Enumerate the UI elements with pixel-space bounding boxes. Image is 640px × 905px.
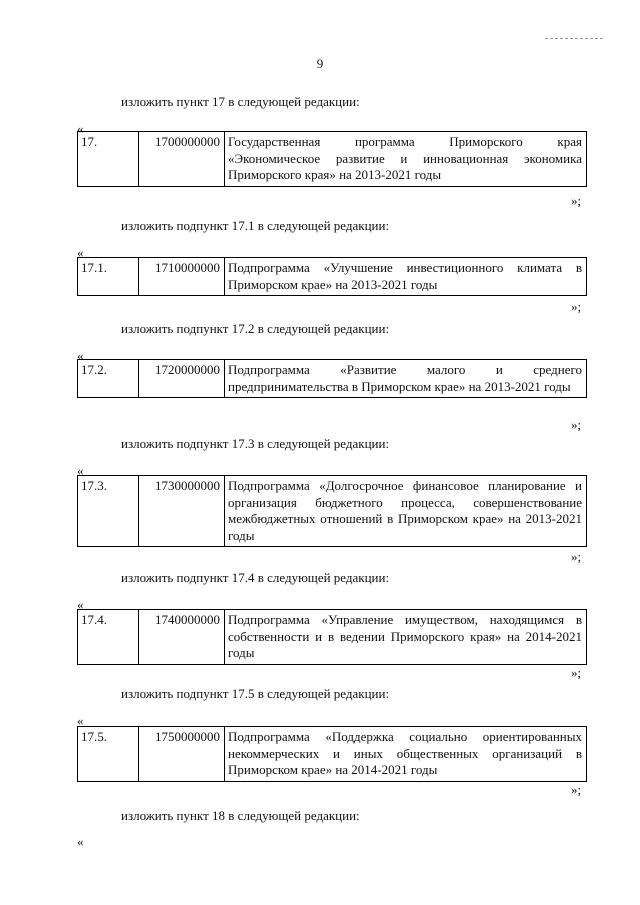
open-quote: « <box>77 834 84 849</box>
item-number: 17.5. <box>78 727 139 782</box>
table-row <box>78 727 587 782</box>
program-description: Государственная программа Приморского края «Экономическое развитие и инновационная экономика Приморского края» на 2013-2021 годы <box>225 132 587 187</box>
program-table <box>77 609 587 665</box>
page-number: 9 <box>316 56 324 71</box>
open-quote: « <box>77 713 84 728</box>
program-table <box>77 131 587 187</box>
close-quote: »; <box>571 549 582 564</box>
table-row <box>78 476 587 547</box>
open-quote: « <box>77 463 84 478</box>
program-description: Подпрограмма «Улучшение инвестиционного климата в Приморском крае» на 2013-2021 годы <box>225 258 587 296</box>
table-row <box>78 610 587 665</box>
close-quote: »; <box>571 417 582 432</box>
target-code: 1730000000 <box>139 476 225 547</box>
amendment-instruction: изложить подпункт 17.4 в следующей редакции: <box>121 570 390 585</box>
target-code: 1720000000 <box>139 360 225 398</box>
program-description: Подпрограмма «Развитие малого и среднего предпринимательства в Приморском крае» на 2013-2021 годы <box>225 360 587 398</box>
program-table <box>77 359 587 398</box>
target-code: 1750000000 <box>139 727 225 782</box>
table-row <box>78 360 587 398</box>
open-quote: « <box>77 597 84 612</box>
open-quote: « <box>77 121 84 136</box>
table-row <box>78 132 587 187</box>
close-quote: »; <box>571 299 582 314</box>
amendment-instruction: изложить пункт 17 в следующей редакции: <box>121 94 360 109</box>
item-number: 17.3. <box>78 476 139 547</box>
program-table <box>77 475 587 547</box>
target-code: 1700000000 <box>139 132 225 187</box>
amendment-instruction: изложить подпункт 17.1 в следующей редакции: <box>121 218 390 233</box>
item-number: 17.2. <box>78 360 139 398</box>
close-quote: »; <box>571 193 582 208</box>
program-table <box>77 257 587 296</box>
program-description: Подпрограмма «Долгосрочное финансовое планирование и организация бюджетного процесса, совершенствование межбюджетных отношений в Приморском крае» на 2013-2021 годы <box>225 476 587 547</box>
target-code: 1740000000 <box>139 610 225 665</box>
close-quote: »; <box>571 665 582 680</box>
amendment-instruction: изложить подпункт 17.2 в следующей редакции: <box>121 321 390 336</box>
program-table <box>77 726 587 782</box>
target-code: 1710000000 <box>139 258 225 296</box>
open-quote: « <box>77 348 84 363</box>
scan-corner-mark <box>545 38 603 39</box>
amendment-instruction: изложить подпункт 17.5 в следующей редакции: <box>121 686 390 701</box>
item-number: 17.1. <box>78 258 139 296</box>
table-row <box>78 258 587 296</box>
item-number: 17. <box>78 132 139 187</box>
amendment-instruction: изложить подпункт 17.3 в следующей редакции: <box>121 436 390 451</box>
amendment-instruction: изложить пункт 18 в следующей редакции: <box>121 808 360 823</box>
item-number: 17.4. <box>78 610 139 665</box>
program-description: Подпрограмма «Поддержка социально ориентированных некоммерческих и иных общественных организаций в Приморском крае» на 2014-2021 годы <box>225 727 587 782</box>
close-quote: »; <box>571 782 582 797</box>
program-description: Подпрограмма «Управление имуществом, находящимся в собственности и в ведении Приморского края» на 2014-2021 годы <box>225 610 587 665</box>
open-quote: « <box>77 245 84 260</box>
